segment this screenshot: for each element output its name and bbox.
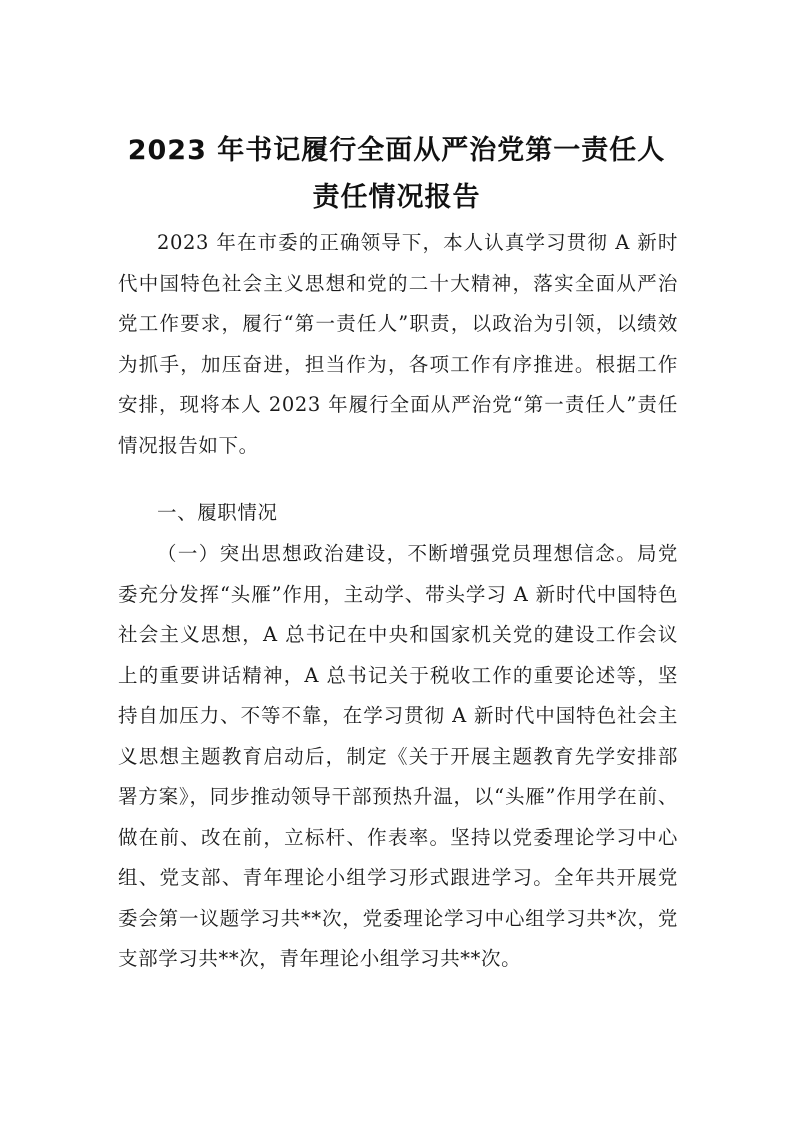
subsection-paragraph: （一）突出思想政治建设，不断增强党员理想信念。局党委充分发挥“头雁”作用，主动学、带头学习 A 新时代中国特色社会主义思想，A 总书记在中央和国家机关党的建设工作会议上的重要讲话精神，A 总书记关于税收工作的重要论述等，坚持自加压力、不等不靠，在学习贯彻 A 新时代中国特色社会主义思想主题教育启动后，制定《关于开展主题教育先学安排部署方案》，同步推动领导干部预热升温，以“头雁”作用学在前、做在前、改在前，立标杆、作表率。坚持以党委理论学习中心组、党支部、青年理论小组学习形式跟进学习。全年共开展党委会第一议题学习共**次，党委理论学习中心组学习共*次，党支部学习共**次，青年理论小组学习共**次。	[118, 542, 678, 970]
subsection-paragraph-block	[118, 534, 678, 980]
intro-paragraph-block	[118, 223, 678, 466]
document-title-line-2: 责任情况报告	[312, 182, 481, 213]
document-title-line-1: 2023 年书记履行全面从严治党第一责任人	[127, 135, 666, 166]
section-heading-block	[118, 493, 678, 534]
section-heading: 一、履职情况	[157, 501, 278, 524]
intro-paragraph: 2023 年在市委的正确领导下，本人认真学习贯彻 A 新时代中国特色社会主义思想和党的二十大精神，落实全面从严治党工作要求，履行“第一责任人”职责，以政治为引领，以绩效为抓手，加压奋进，担当作为，各项工作有序推进。根据工作安排，现将本人 2023 年履行全面从严治党“第一责任人”责任情况报告如下。	[118, 231, 678, 457]
